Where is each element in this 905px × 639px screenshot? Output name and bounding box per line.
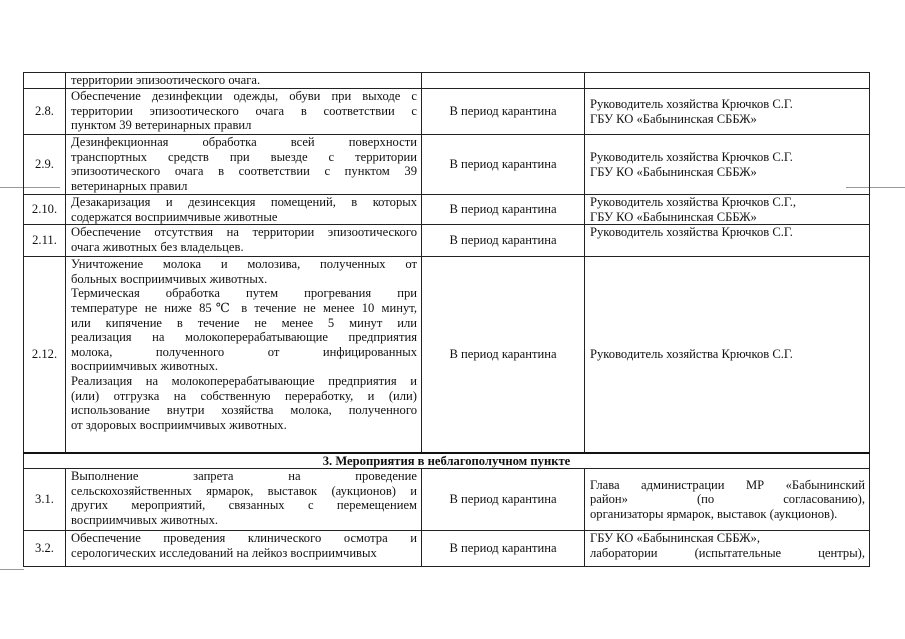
row-number: 2.11. [24, 225, 66, 257]
period-cell: В период карантина [422, 89, 585, 135]
description-line: от здоровых восприимчивых животных. [71, 417, 287, 432]
responsible-cell [585, 195, 870, 225]
description-line: Дезинфекционная обработка всей поверхности [71, 135, 417, 149]
description-line: Термическая обработка путем прогревания при [71, 286, 417, 301]
row-number [24, 73, 66, 89]
row-number: 2.9. [24, 135, 66, 195]
description-line: сельскохозяйственных ярмарок, выставок (аукционов) и [71, 483, 417, 498]
description-line: Реализация на молокоперерабатывающие предприятия и [71, 373, 417, 388]
description-line: температуре не ниже 85℃ в течение не менее 10 минут, [71, 300, 417, 315]
responsible-cell [585, 135, 870, 195]
scan-artifact-line [0, 569, 24, 570]
responsible-cell [585, 225, 870, 257]
responsible-line: ГБУ КО «Бабынинская СББЖ», [590, 531, 760, 546]
period-cell: В период карантина [422, 135, 585, 195]
table-row [24, 89, 870, 135]
description-line: пунктом 39 ветеринарных правил [71, 118, 252, 133]
description-line: реализация на молокоперерабатывающие предприятия [71, 330, 417, 345]
description-line: ветеринарных правил [71, 178, 188, 193]
description-line: транспортных средств при выезде с территории [71, 149, 417, 164]
period-cell: В период карантина [422, 225, 585, 257]
table-row [24, 73, 870, 89]
table-row [24, 135, 870, 195]
description-line: территории эпизоотического очага в соответствии с [71, 103, 417, 118]
description-line: Уничтожение молока и молозива, полученных от [71, 257, 417, 272]
description-line: эпизоотического очага в соответствии с пунктом 39 [71, 164, 417, 179]
period-cell: В период карантина [422, 195, 585, 225]
description-line: больных восприимчивых животных. [71, 271, 268, 286]
table-row [24, 531, 870, 567]
measure-description [66, 257, 422, 453]
period-cell [422, 73, 585, 89]
description-line: Обеспечение дезинфекции одежды, обуви при выходе с [71, 89, 417, 103]
row-number: 2.12. [24, 257, 66, 453]
description-line: Дезакаризация и дезинсекция помещений, в которых [71, 195, 417, 209]
responsible-line: лаборатории (испытательные центры), [590, 545, 865, 560]
description-line: Обеспечение отсутствия на территории эпизоотического [71, 225, 417, 240]
responsible-cell [585, 469, 870, 531]
row-number: 3.2. [24, 531, 66, 567]
period-cell: В период карантина [422, 531, 585, 567]
table-row [24, 257, 870, 453]
table-row [24, 195, 870, 225]
measure-description [66, 531, 422, 567]
measure-description [66, 469, 422, 531]
measure-description [66, 225, 422, 257]
measure-description [66, 195, 422, 225]
responsible-cell [585, 257, 870, 453]
responsible-line: ГБУ КО «Бабынинская СББЖ» [590, 164, 757, 179]
table-row [24, 225, 870, 257]
responsible-line: Руководитель хозяйства Крючков С.Г. [590, 225, 793, 240]
description-line: Обеспечение проведения клинического осмотра и [71, 531, 417, 546]
description-line: или кипячение в течение не менее 5 минут или [71, 315, 417, 330]
description-line: территории эпизоотического очага. [71, 73, 261, 87]
table-row [24, 469, 870, 531]
measure-description [66, 73, 422, 89]
responsible-line: район» (по согласованию), [590, 492, 865, 507]
responsible-line: Глава администрации МР «Бабынинский [590, 477, 865, 492]
responsible-cell [585, 73, 870, 89]
description-line: восприимчивых животных. [71, 513, 219, 528]
row-number: 2.10. [24, 195, 66, 225]
row-number: 2.8. [24, 89, 66, 135]
measure-description [66, 89, 422, 135]
description-line: Выполнение запрета на проведение [71, 469, 417, 484]
responsible-line: ГБУ КО «Бабынинская СББЖ» [590, 111, 757, 126]
description-line: серологических исследований на лейкоз восприимчивых [71, 545, 377, 560]
responsible-line: ГБУ КО «Бабынинская СББЖ» [590, 209, 757, 224]
responsible-line: Руководитель хозяйства Крючков С.Г., [590, 195, 797, 209]
responsible-cell [585, 89, 870, 135]
description-line: очага животных без владельцев. [71, 239, 244, 254]
period-cell: В период карантина [422, 469, 585, 531]
measures-table [23, 72, 870, 567]
description-line: других мероприятий, связанных с перемещением [71, 498, 417, 513]
description-line: молока, полученного от инфицированных [71, 344, 417, 359]
responsible-line: Руководитель хозяйства Крючков С.Г. [590, 96, 793, 111]
responsible-line: организаторы ярмарок, выставок (аукционов). [590, 507, 838, 522]
period-cell: В период карантина [422, 257, 585, 453]
description-line: восприимчивых животных. [71, 359, 219, 374]
description-line: (или) отгрузка на собственную переработку, и (или) [71, 388, 417, 403]
responsible-cell [585, 531, 870, 567]
responsible-line: Руководитель хозяйства Крючков С.Г. [590, 347, 793, 362]
row-number: 3.1. [24, 469, 66, 531]
responsible-line: Руководитель хозяйства Крючков С.Г. [590, 149, 793, 164]
description-line: содержатся восприимчивые животные [71, 209, 278, 224]
description-line: использование внутри хозяйства молока, полученного [71, 403, 417, 418]
section-title: 3. Мероприятия в неблагополучном пункте [24, 453, 870, 469]
section-header-row [24, 453, 870, 469]
measure-description [66, 135, 422, 195]
